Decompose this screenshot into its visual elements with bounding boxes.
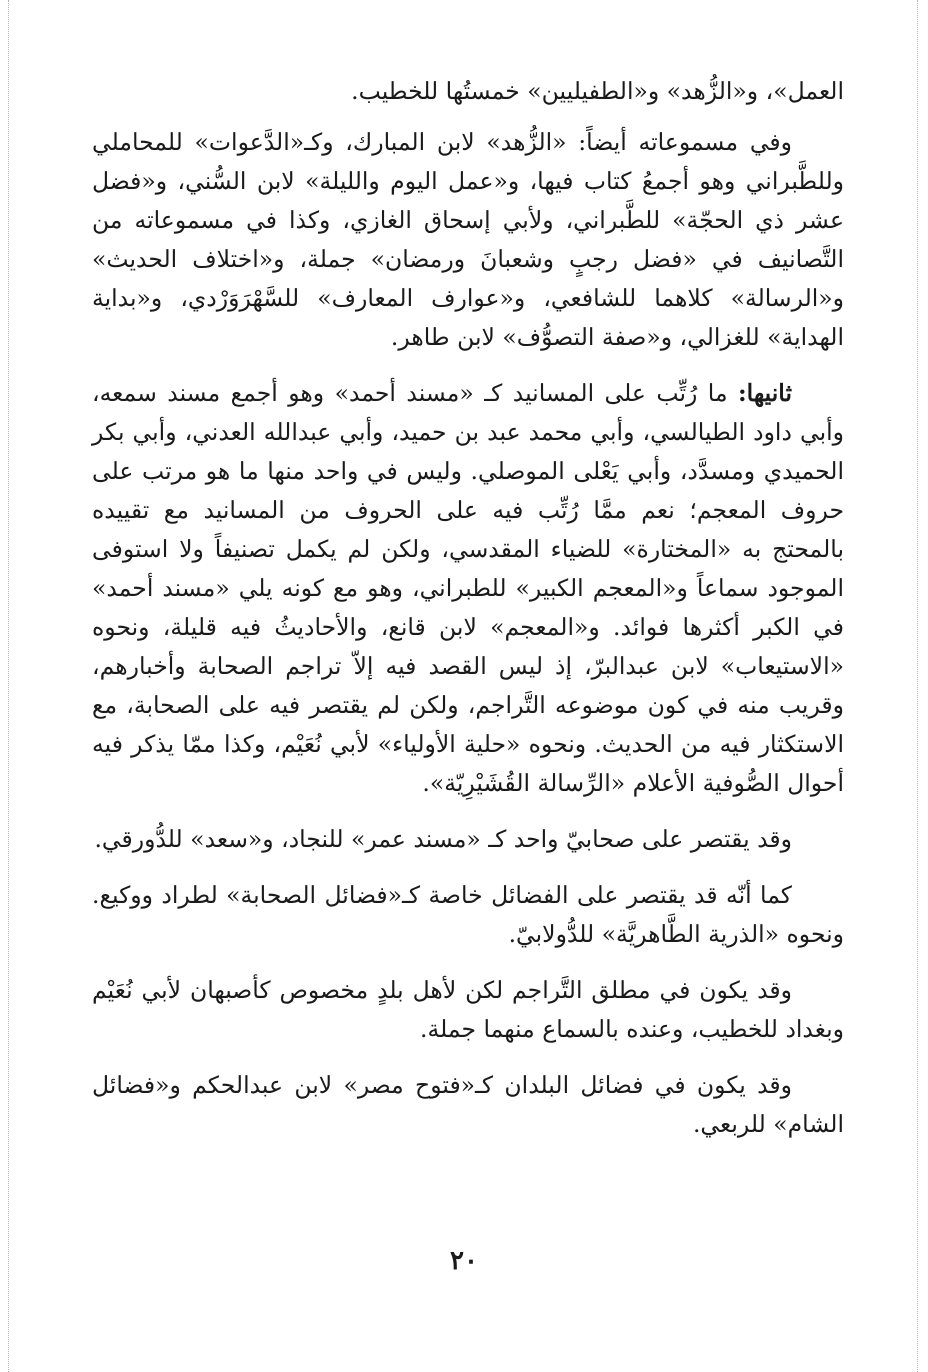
scan-edge-right xyxy=(917,0,918,1372)
paragraph-biographies: وقد يكون في مطلق التَّراجم لكن لأهل بلدٍ مخصوص كأصبهان لأبي نُعَيْم وبغداد للخطيب، وعنده بالسماع منهما جملة. xyxy=(92,976,844,1043)
paragraph-thaniha xyxy=(92,374,844,803)
page-number: ٢٠ xyxy=(450,1246,478,1276)
paragraph-continuation: العمل»، و«الزُّهد» و«الطفيليين» خمستُها للخطيب. xyxy=(351,77,844,105)
paragraph-single-companion: وقد يقتصر على صحابيّ واحد كـ «مسند عمر» للنجاد، و«سعد» للدُّورقي. xyxy=(94,825,792,853)
scan-edge-left xyxy=(8,0,9,1372)
page-body xyxy=(92,72,844,1161)
paragraph-masmuat: وفي مسموعاته أيضاً: «الزُّهد» لابن المبارك، وكـ«الدَّعوات» للمحاملي وللطَّبراني وهو أجمعُ كتاب فيها، و«عمل اليوم والليلة» لابن السُّني، و«فضل عشر ذي الحجّة» للطَّبراني، ولأبي إسحاق الغازي، وكذا في مسموعاته من التَّصانيف في «فضل رجبٍ وشعبانَ ورمضان» جملة، و«اختلاف الحديث» و«الرسالة» كلاهما للشافعي، و«عوارف المعارف» للسَّهْرَوَرْدي، و«بداية الهداية» للغزالي، و«صفة التصوُّف» لابن طاهر. xyxy=(92,128,844,351)
paragraph-virtues: كما أنّه قد يقتصر على الفضائل خاصة كـ«فضائل الصحابة» لطراد ووكيع. ونحوه «الذرية الطَّاهريَّة» للدُّولابيّ. xyxy=(92,881,844,948)
paragraph-countries: وقد يكون في فضائل البلدان كـ«فتوح مصر» لابن عبدالحكم و«فضائل الشام» للربعي. xyxy=(92,1071,844,1138)
paragraph-thaniha-text: ما رُتِّب على المسانيد كـ «مسند أحمد» وهو أجمع مسند سمعه، وأبي داود الطيالسي، وأبي محمد عبد بن حميد، وأبي عبدالله العدني، وأبي بكر الحميدي ومسدَّد، وأبي يَعْلى الموصلي. وليس في واحد منها ما هو مرتب على حروف المعجم؛ نعم ممَّا رُتِّب فيه على الحروف من المسانيد مع تقييده بالمحتج به «المختارة» للضياء المقدسي، ولكن لم يكمل تصنيفاً ولا استوفى الموجود سماعاً و«المعجم الكبير» للطبراني، وهو مع كونه يلي «مسند أحمد» في الكبر أكثرها فوائد. و«المعجم» لابن قانع، والأحاديثُ فيه قليلة، ونحوه «الاستيعاب» لابن عبدالبرّ، إذ ليس القصد فيه إلاّ تراجم الصحابة وأخبارهم، وقريب منه في كون موضوعه التَّراجم، ولكن لم يقتصر فيه على الصحابة، مع الاستكثار فيه من الحديث. ونحوه «حلية الأولياء» لأبي نُعَيْم، وكذا ممّا يذكر فيه أحوال الصُّوفية الأعلام «الرِّسالة القُشَيْرِيّة». xyxy=(92,379,844,797)
section-lead-term: ثانيها: xyxy=(738,379,792,407)
